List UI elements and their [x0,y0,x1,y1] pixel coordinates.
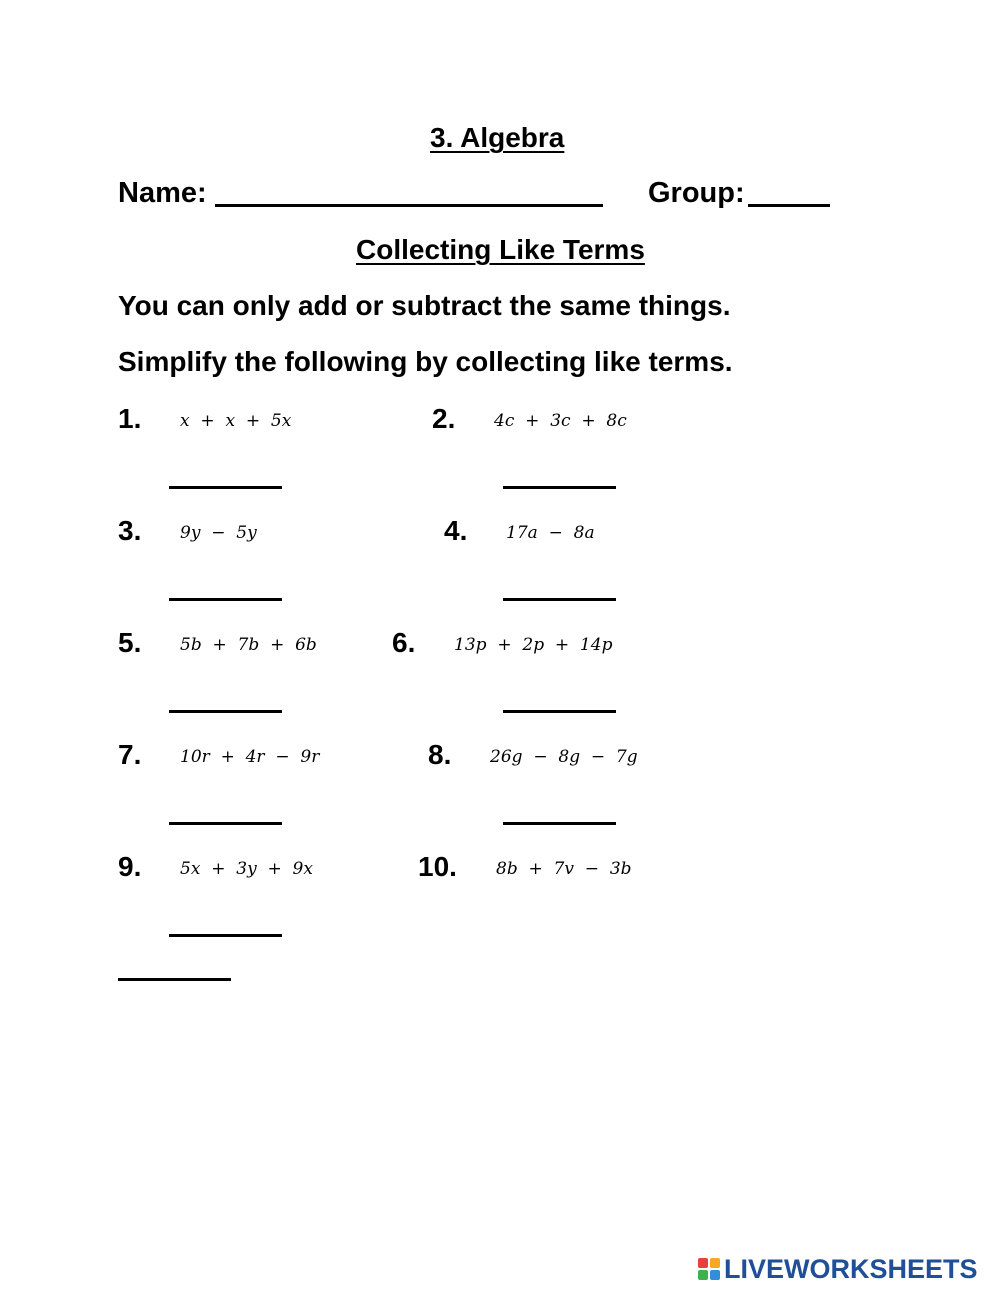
problem-number: 8. [428,739,452,770]
problem-number: 7. [118,739,142,770]
problem-expression: 13p + 2p + 14p [454,635,613,655]
problem-number: 10. [418,851,457,882]
problem-number: 5. [118,627,142,658]
answer-blank[interactable] [503,486,616,489]
problem-expression: 8b + 7v − 3b [496,859,632,879]
answer-blank[interactable] [503,598,616,601]
name-label: Name: [118,177,207,209]
logo-block-orange [710,1258,720,1268]
problem-expression: 5x + 3y + 9x [180,859,313,879]
logo-blocks-icon [698,1258,720,1280]
problem-number: 9. [118,851,142,882]
answer-blank[interactable] [503,710,616,713]
group-blank[interactable] [748,204,830,207]
problem-expression: 10r + 4r − 9r [180,747,320,767]
logo-block-red [698,1258,708,1268]
problem-number: 3. [118,515,142,546]
problem-number: 1. [118,403,142,434]
logo-text: LIVEWORKSHEETS [724,1253,978,1284]
problem-expression: 9y − 5y [180,523,257,543]
problem-expression: 17a − 8a [506,523,595,543]
answer-blank[interactable] [169,934,282,937]
answer-blank[interactable] [169,598,282,601]
problem-number: 2. [432,403,456,434]
worksheet-subtitle: Collecting Like Terms [356,234,645,265]
answer-blank[interactable] [118,978,231,981]
problem-expression: x + x + 5x [180,411,292,431]
problem-number: 6. [392,627,416,658]
name-blank[interactable] [215,204,603,207]
liveworksheets-logo [698,1254,978,1284]
logo-block-blue [710,1270,720,1280]
worksheet-title: 3. Algebra [430,122,565,153]
group-label: Group: [648,177,745,209]
problem-expression: 26g − 8g − 7g [490,747,638,767]
instruction-line-1: You can only add or subtract the same things. [118,290,731,321]
problem-expression: 5b + 7b + 6b [180,635,317,655]
logo-block-green [698,1270,708,1280]
answer-blank[interactable] [169,822,282,825]
problem-expression: 4c + 3c + 8c [494,411,627,431]
problem-number: 4. [444,515,468,546]
answer-blank[interactable] [169,710,282,713]
instruction-line-2: Simplify the following by collecting like terms. [118,346,733,377]
answer-blank[interactable] [169,486,282,489]
answer-blank[interactable] [503,822,616,825]
